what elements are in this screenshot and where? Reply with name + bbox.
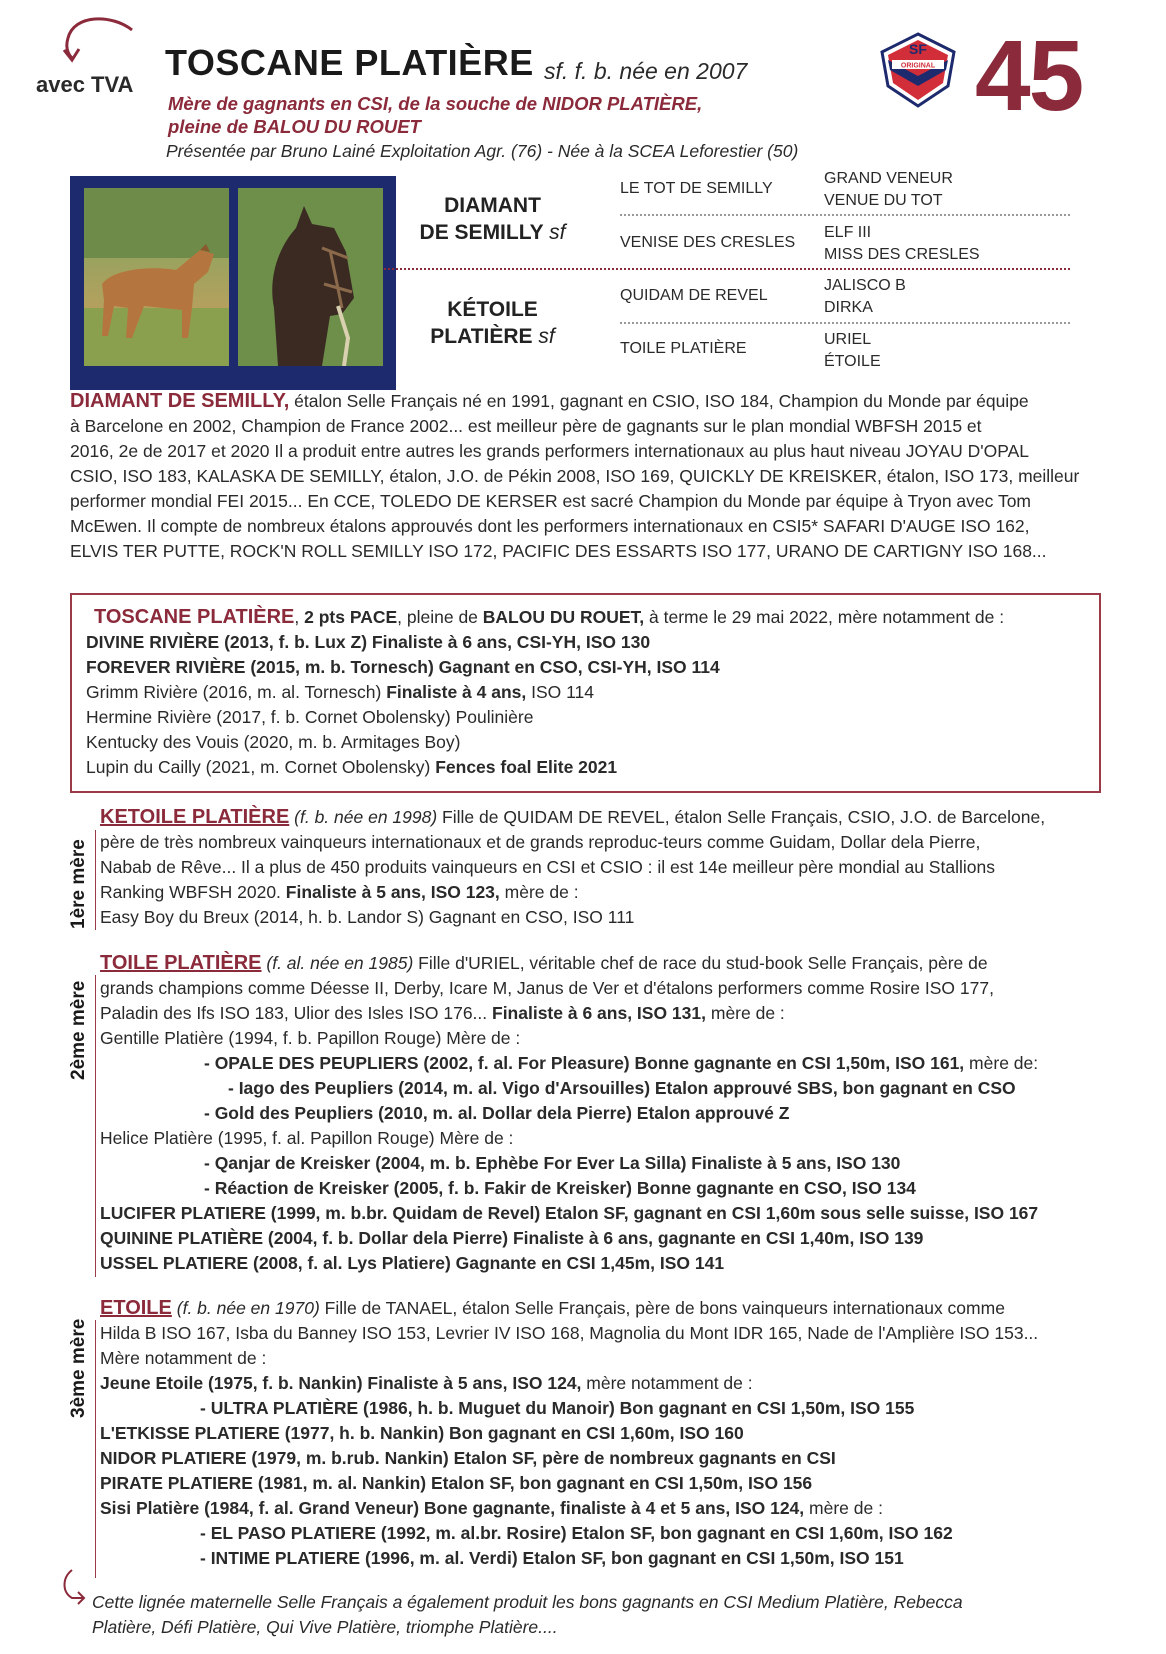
mere-3-label: 3ème mère xyxy=(68,1318,89,1418)
mere-1-line-4b: Finaliste à 5 ans, ISO 123, xyxy=(285,882,500,902)
mere-3-line-6: L'ETKISSE PLATIERE (1977, h. b. Nankin) Bon gagnant en CSI 1,60m, ISO 160 xyxy=(100,1423,744,1443)
tagline-line-2: pleine de BALOU DU ROUET xyxy=(168,116,421,137)
dam-intro-c: , pleine de xyxy=(397,607,483,627)
mere-2-line-4: Gentille Platière (1994, f. b. Papillon Rouge) Mère de : xyxy=(100,1028,521,1048)
dam-intro-a: , xyxy=(294,607,305,627)
pedigree-ds: QUIDAM DE REVEL xyxy=(620,287,768,304)
pedigree-divider-sire xyxy=(620,214,1070,216)
pedigree-sire xyxy=(400,192,585,246)
mere-2-lead: TOILE PLATIÈRE xyxy=(100,952,262,974)
produce-line-1: DIVINE RIVIÈRE (2013, f. b. Lux Z) Finaliste à 6 ans, CSI-YH, ISO 130 xyxy=(86,632,651,652)
mere-1-line-3: Nabab de Rêve... Il a plus de 450 produits vainqueurs en CSI et CSIO : il est 14e meilleur père mondial au Stallions xyxy=(100,857,995,877)
dam-name-2: PLATIÈRE xyxy=(430,325,533,348)
sire-description-lead: DIAMANT DE SEMILLY, xyxy=(70,390,290,412)
sf-original-logo xyxy=(876,30,960,110)
curved-arrow-icon xyxy=(52,16,142,66)
mere-1-lead: KETOILE PLATIÈRE xyxy=(100,806,290,828)
footer-line-2: Platière, Défi Platière, Qui Vive Platière, triomphe Platière.... xyxy=(92,1617,558,1637)
mere-2-line-3c: mère de : xyxy=(706,1003,785,1023)
mere-2-line-7: - Gold des Peupliers (2010, m. al. Dollar dela Pierre) Etalon approuvé Z xyxy=(204,1103,790,1123)
produce-line-3b: Finaliste à 4 ans, xyxy=(386,682,527,702)
mere-1-meta: (f. b. née en 1998) xyxy=(294,807,438,827)
mere-2-line-9: - Qanjar de Kreisker (2004, m. b. Ephèbe For Ever La Silla) Finaliste à 5 ans, ISO 130 xyxy=(204,1153,901,1173)
sire-name-2: DE SEMILLY xyxy=(419,221,544,244)
tagline xyxy=(168,92,702,138)
dam-intro-b: 2 pts PACE xyxy=(304,607,398,627)
mere-3-text xyxy=(100,1296,1110,1571)
sire-line-6: McEwen. Il compte de nombreux étalons approuvés dont les performers internationaux en CSI5* SAFARI D'AUGE ISO 162, xyxy=(70,516,1030,536)
pedigree-dsd: DIRKA xyxy=(824,299,873,316)
sire-line-1: étalon Selle Français né en 1991, gagnant en CSIO, ISO 184, Champion du Monde par équipe xyxy=(289,391,1029,411)
mere-3-line-5: - ULTRA PLATIÈRE (1986, h. b. Muguet du Manoir) Bon gagnant en CSI 1,50m, ISO 155 xyxy=(200,1398,915,1418)
mere-1-line-2: père de très nombreux vainqueurs internationaux et de grands reproduc-teurs comme Guidam, Dollar dela Pierre, xyxy=(100,832,981,852)
pedigree-sds: ELF III xyxy=(824,224,872,241)
pedigree-ddd: ÉTOILE xyxy=(824,353,881,370)
mere-2-label: 2ème mère xyxy=(68,980,89,1080)
mere-3-line-1: Fille de TANAEL, étalon Selle Français, père de bons vainqueurs internationaux comme xyxy=(319,1298,1005,1318)
mere-3-line-8: PIRATE PLATIERE (1981, m. al. Nankin) Etalon SF, bon gagnant en CSI 1,50m, ISO 156 xyxy=(100,1473,813,1493)
mere-3-line-7: NIDOR PLATIERE (1979, m. b.rub. Nankin) Etalon SF, père de nombreux gagnants en CSI xyxy=(100,1448,836,1468)
sire-line-4: CSIO, ISO 183, KALASKA DE SEMILLY, étalon, J.O. de Pékin 2008, ISO 169, QUICKLY DE KREISKER, étalon, ISO 173, meilleur xyxy=(70,466,1080,486)
sire-line-2: à Barcelone en 2002, Champion de France 2002... est meilleur père de gagnants sur le plan mondial WBFSH 2015 et xyxy=(70,416,982,436)
logo-original-text: ORIGINAL xyxy=(900,62,936,70)
produce-line-6b: Fences foal Elite 2021 xyxy=(435,757,618,777)
mere-1-text xyxy=(100,805,1110,930)
presenter-line: Présentée par Bruno Lainé Exploitation Agr. (76) - Née à la SCEA Leforestier (50) xyxy=(166,141,799,161)
dam-intro-e: à terme le 29 mai 2022, mère notamment de : xyxy=(644,607,1005,627)
mere-2-line-1: Fille d'URIEL, véritable chef de race du stud-book Selle Français, père de xyxy=(413,953,988,973)
pedigree-divider xyxy=(384,268,1070,270)
produce-line-4: Hermine Rivière (2017, f. b. Cornet Obolensky) Poulinière xyxy=(86,707,534,727)
footer-note xyxy=(92,1590,1112,1640)
mere-1-line-1: Fille de QUIDAM DE REVEL, étalon Selle Français, CSIO, J.O. de Barcelone, xyxy=(437,807,1046,827)
mere-2-line-2: grands champions comme Déesse II, Derby, Icare M, Janus de Ver et d'étalons performers comme Rosire ISO 177, xyxy=(100,978,994,998)
produce-line-3c: ISO 114 xyxy=(526,682,595,702)
mere-3-line-4a: Jeune Etoile (1975, f. b. Nankin) Finaliste à 5 ans, ISO 124, xyxy=(100,1373,582,1393)
pedigree-ssd: VENUE DU TOT xyxy=(824,192,943,209)
tagline-line-1: Mère de gagnants en CSI, de la souche de NIDOR PLATIÈRE, xyxy=(168,93,703,114)
mere-1-rule xyxy=(95,830,96,930)
mere-1-line-4a: Ranking WBFSH 2020. xyxy=(100,882,286,902)
mere-2-line-13: USSEL PLATIERE (2008, f. al. Lys Platiere) Gagnante en CSI 1,45m, ISO 141 xyxy=(100,1253,725,1273)
mere-2-line-12: QUININE PLATIÈRE (2004, f. b. Dollar dela Pierre) Finaliste à 6 ans, gagnante en CSI 1,40m, ISO 139 xyxy=(100,1228,924,1248)
dam-box-text xyxy=(86,605,1096,780)
pedigree-dss: JALISCO B xyxy=(824,277,906,294)
footer-line-1: Cette lignée maternelle Selle Français a également produit les bons gagnants en CSI Medium Platière, Rebecca xyxy=(92,1592,963,1612)
pedigree-sss: GRAND VENEUR xyxy=(824,170,953,187)
logo-sf-text: SF xyxy=(909,41,927,57)
mere-3-line-2: Hilda B ISO 167, Isba du Banney ISO 153, Levrier IV ISO 168, Magnolia du Mont IDR 165, Nade de l'Amplière ISO 153... xyxy=(100,1323,1039,1343)
mere-3-line-10: - EL PASO PLATIERE (1992, m. al.br. Rosire) Etalon SF, bon gagnant en CSI 1,60m, ISO 162 xyxy=(200,1523,953,1543)
dam-box-lead: TOSCANE PLATIÈRE xyxy=(94,606,295,628)
mere-1-label: 1ère mère xyxy=(68,839,89,929)
mere-2-line-5a: - OPALE DES PEUPLIERS (2002, f. al. For Pleasure) Bonne gagnante en CSI 1,50m, ISO 161, xyxy=(204,1053,965,1073)
pedigree-divider-dam xyxy=(620,322,1070,324)
mere-3-line-9b: mère de : xyxy=(804,1498,883,1518)
horse-title: TOSCANE PLATIÈRE xyxy=(165,42,534,83)
dam-intro-d: BALOU DU ROUET, xyxy=(482,607,645,627)
sire-name-1: DIAMANT xyxy=(444,194,541,217)
horse-photo-head xyxy=(238,188,383,366)
produce-line-5: Kentucky des Vouis (2020, m. b. Armitages Boy) xyxy=(86,732,461,752)
curved-arrow-icon xyxy=(58,1568,88,1608)
mere-1-line-4c: mère de : xyxy=(499,882,579,902)
mere-2-line-3b: Finaliste à 6 ans, ISO 131, xyxy=(492,1003,706,1023)
produce-line-2: FOREVER RIVIÈRE (2015, m. b. Tornesch) Gagnant en CSO, CSI-YH, ISO 114 xyxy=(86,657,720,677)
sire-line-5: performer mondial FEI 2015... En CCE, TOLEDO DE KERSER est sacré Champion du Monde par équipe à Tryon avec Tom xyxy=(70,491,1032,511)
lot-number: 45 xyxy=(975,20,1083,132)
pedigree-sdd: MISS DES CRESLES xyxy=(824,246,980,263)
mere-2-line-5b: mère de: xyxy=(964,1053,1039,1073)
mere-3-rule xyxy=(95,1320,96,1578)
tva-label: avec TVA xyxy=(36,72,134,97)
mere-3-line-4b: mère notamment de : xyxy=(581,1373,753,1393)
horse-photo-side xyxy=(84,188,229,366)
pedigree-dds: URIEL xyxy=(824,331,872,348)
mere-2-line-8: Helice Platière (1995, f. al. Papillon Rouge) Mère de : xyxy=(100,1128,514,1148)
mere-2-line-6: - Iago des Peupliers (2014, m. al. Vigo d'Arsouilles) Etalon approuvé SBS, bon gagnant en CSO xyxy=(228,1078,1016,1098)
mere-3-meta: (f. b. née en 1970) xyxy=(176,1298,320,1318)
mere-2-rule xyxy=(95,975,96,1277)
produce-line-6a: Lupin du Cailly (2021, m. Cornet Obolensky) xyxy=(86,757,436,777)
sire-line-7: ELVIS TER PUTTE, ROCK'N ROLL SEMILLY ISO 172, PACIFIC DES ESSARTS ISO 177, URANO DE CARTIGNY ISO 168... xyxy=(70,541,1047,561)
pedigree-dd: TOILE PLATIÈRE xyxy=(620,340,747,357)
horse-photos xyxy=(70,176,396,390)
sire-description xyxy=(70,389,1110,564)
mere-3-line-11: - INTIME PLATIERE (1996, m. al. Verdi) Etalon SF, bon gagnant en CSI 1,50m, ISO 151 xyxy=(200,1548,904,1568)
mere-2-text xyxy=(100,951,1110,1276)
pedigree-sd: VENISE DES CRESLES xyxy=(620,234,796,251)
mere-3-line-3: Mère notamment de : xyxy=(100,1348,267,1368)
produce-line-3a: Grimm Rivière (2016, m. al. Tornesch) xyxy=(86,682,387,702)
sire-line-3: 2016, 2e de 2017 et 2020 Il a produit entre autres les grands performers internationaux au plus haut niveau JOYAU D'OPAL xyxy=(70,441,1029,461)
dam-name-1: KÉTOILE xyxy=(447,298,538,321)
pedigree-dam xyxy=(400,296,585,350)
pedigree-ss: LE TOT DE SEMILLY xyxy=(620,180,773,197)
mere-2-meta: (f. al. née en 1985) xyxy=(266,953,414,973)
mere-2-line-11: LUCIFER PLATIERE (1999, m. b.br. Quidam de Revel) Etalon SF, gagnant en CSI 1,60m sous selle suisse, ISO 167 xyxy=(100,1203,1039,1223)
pedigree-table xyxy=(400,172,1100,398)
dam-sf: sf xyxy=(538,325,555,348)
mere-3-lead: ETOILE xyxy=(100,1297,172,1319)
sire-sf: sf xyxy=(549,221,566,244)
mere-2-line-10: - Réaction de Kreisker (2005, f. b. Fakir de Kreisker) Bonne gagnante en CSO, ISO 134 xyxy=(204,1178,916,1198)
mere-3-line-9a: Sisi Platière (1984, f. al. Grand Veneur) Bone gagnante, finaliste à 4 et 5 ans, ISO 124, xyxy=(100,1498,805,1518)
mere-2-line-3a: Paladin des Ifs ISO 183, Ulior des Isles ISO 176... xyxy=(100,1003,492,1023)
horse-subtitle: sf. f. b. née en 2007 xyxy=(544,58,748,84)
mere-1-line-5: Easy Boy du Breux (2014, h. b. Landor S) Gagnant en CSO, ISO 111 xyxy=(100,907,635,927)
